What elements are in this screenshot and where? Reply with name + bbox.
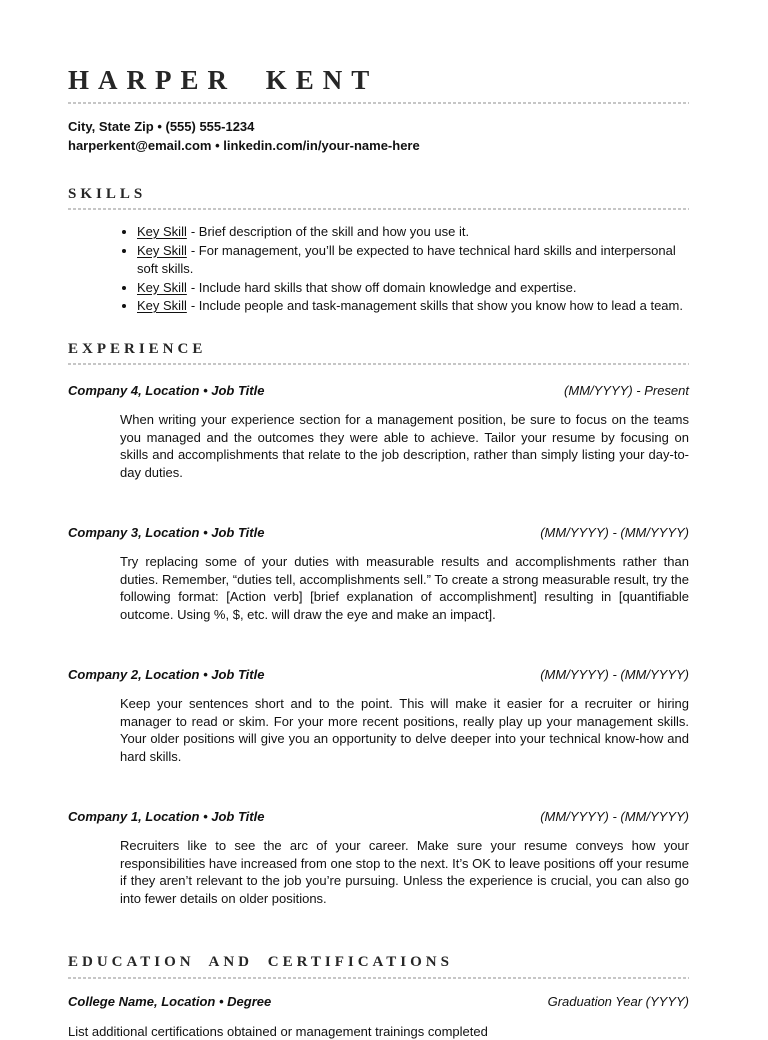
experience-section (68, 341, 689, 908)
job-dates: (MM/YYYY) - (MM/YYYY) (540, 525, 689, 541)
job-entry-head (68, 809, 689, 824)
job-entry-head (68, 525, 689, 540)
experience-heading: EXPERIENCE (68, 340, 207, 357)
education-entry (68, 994, 689, 1009)
skill-term: Key Skill (137, 242, 187, 258)
job-entry (68, 667, 689, 765)
certifications-note: List additional certifications obtained or management trainings completed (68, 1023, 488, 1039)
skills-section (68, 186, 689, 316)
education-section (68, 954, 689, 1040)
skill-item (137, 223, 689, 242)
skills-list (68, 223, 689, 316)
job-title: Company 3, Location • Job Title (68, 525, 265, 541)
contact-block (68, 117, 689, 155)
job-title: Company 4, Location • Job Title (68, 383, 265, 399)
header-divider (68, 102, 689, 104)
skills-divider (68, 208, 689, 210)
job-entry-head (68, 383, 689, 398)
skill-item (137, 279, 689, 298)
resume-header (68, 66, 689, 155)
skill-term: Key Skill (137, 224, 187, 240)
job-entry (68, 809, 689, 907)
skill-item (137, 297, 689, 316)
job-title: Company 2, Location • Job Title (68, 667, 265, 683)
skill-description: - Include hard skills that show off domain knowledge and expertise. (190, 279, 577, 295)
job-entry (68, 525, 689, 623)
skill-term: Key Skill (137, 298, 187, 314)
education-divider (68, 977, 689, 979)
contact-line-phone: City, State Zip • (555) 555-1234 (68, 118, 255, 134)
skills-heading: SKILLS (68, 185, 147, 202)
skill-term: Key Skill (137, 279, 187, 295)
job-dates: (MM/YYYY) - (MM/YYYY) (540, 809, 689, 825)
job-entry-head (68, 667, 689, 682)
college-title: College Name, Location • Degree (68, 993, 272, 1009)
job-title: Company 1, Location • Job Title (68, 809, 265, 825)
job-dates: (MM/YYYY) - Present (564, 383, 689, 399)
graduation-year: Graduation Year (YYYY) (547, 993, 689, 1009)
skill-description: - For management, you’ll be expected to have technical hard skills and interpersonal soft skills. (137, 242, 676, 277)
education-heading: EDUCATION AND CERTIFICATIONS (68, 954, 453, 971)
job-entry (68, 383, 689, 481)
skill-description: - Brief description of the skill and how you use it. (190, 224, 470, 240)
education-entry-head (68, 994, 689, 1009)
job-description: When writing your experience section for a management position, be sure to focus on the teams you managed and the outcomes they were able to achieve. Tailor your resume by focusing on skills and accomplishments that relate to the job description, rather than simply listing your day-to-day duties. (120, 412, 689, 480)
job-dates: (MM/YYYY) - (MM/YYYY) (540, 667, 689, 683)
job-description: Try replacing some of your duties with measurable results and accomplishments rather than duties. Remember, “duties tell, accomplishments sell.” To create a strong measurable result, try the following format: [Action verb] [brief explanation of accomplishment] resulting in [quantifiable outcome. Using %, $, etc. will draw the eye and make an impact]. (120, 554, 689, 622)
experience-divider (68, 363, 689, 365)
person-name: HARPER KENT (68, 65, 379, 95)
skill-item (137, 242, 689, 279)
job-description: Keep your sentences short and to the point. This will make it easier for a recruiter or hiring manager to read or skim. For your more recent positions, really play up your management skills. Your older positions will give you an opportunity to delve deeper into your technical know-how and hard skills. (120, 696, 689, 764)
job-description: Recruiters like to see the arc of your career. Make sure your resume conveys how your responsibilities have increased from one stop to the next. It’s OK to leave positions off your resume if they aren’t relevant to the job you’re pursuing. Unless the experience is crucial, you can also go into fewer details on older positions. (120, 838, 689, 906)
contact-line-email: harperkent@email.com • linkedin.com/in/your-name-here (68, 137, 420, 153)
skill-description: - Include people and task-management skills that show you know how to lead a team. (190, 298, 683, 314)
